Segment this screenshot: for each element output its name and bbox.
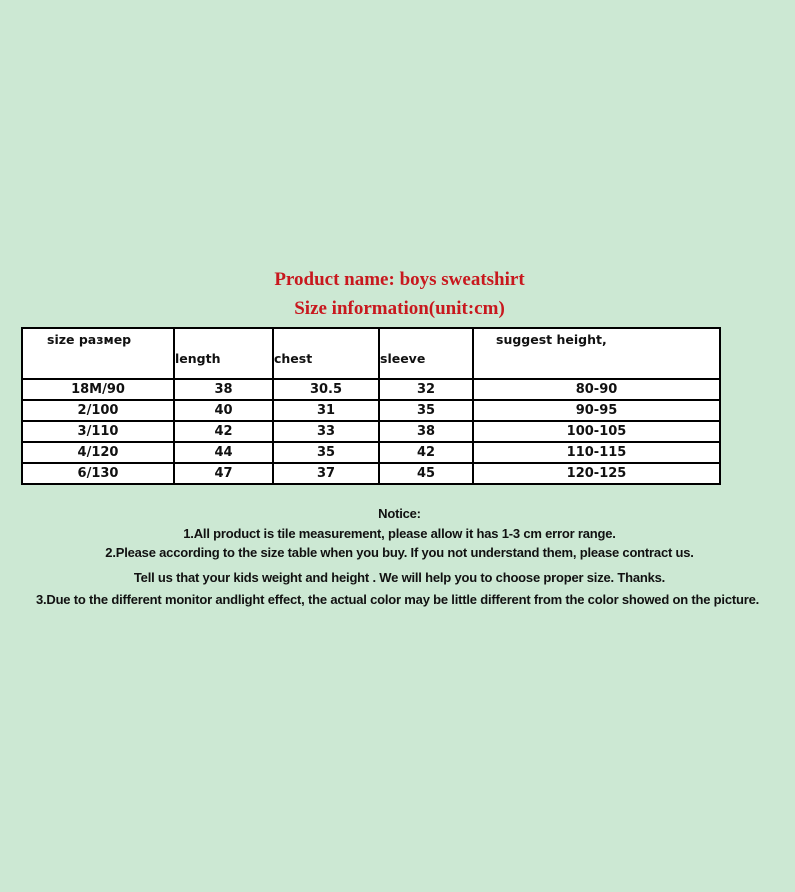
column-header-sleeve: sleeve bbox=[379, 328, 473, 379]
cell-suggest-height: 100-105 bbox=[473, 421, 720, 442]
cell-suggest-height: 110-115 bbox=[473, 442, 720, 463]
cell-suggest-height: 90-95 bbox=[473, 400, 720, 421]
column-header-length: length bbox=[174, 328, 273, 379]
cell-length: 47 bbox=[174, 463, 273, 484]
product-name-title: Product name: boys sweatshirt bbox=[274, 269, 525, 290]
cell-size: 2/100 bbox=[22, 400, 174, 421]
cell-chest: 35 bbox=[273, 442, 379, 463]
cell-length: 42 bbox=[174, 421, 273, 442]
cell-size: 3/110 bbox=[22, 421, 174, 442]
cell-length: 38 bbox=[174, 379, 273, 400]
cell-sleeve: 38 bbox=[379, 421, 473, 442]
table-row bbox=[22, 442, 720, 463]
notice-line-2: 2.Please according to the size table when you buy. If you not understand them, please contract us. bbox=[105, 545, 694, 560]
notice-line-4: 3.Due to the different monitor andlight effect, the actual color may be little different from the color showed on the picture. bbox=[35, 592, 760, 607]
table-row bbox=[22, 421, 720, 442]
cell-sleeve: 35 bbox=[379, 400, 473, 421]
column-header-chest: chest bbox=[273, 328, 379, 379]
table-row bbox=[22, 400, 720, 421]
cell-chest: 31 bbox=[273, 400, 379, 421]
table-row bbox=[22, 379, 720, 400]
notice-heading: Notice: bbox=[378, 506, 421, 521]
cell-chest: 33 bbox=[273, 421, 379, 442]
size-table bbox=[21, 327, 721, 485]
cell-sleeve: 45 bbox=[379, 463, 473, 484]
cell-sleeve: 42 bbox=[379, 442, 473, 463]
notice-line-3: Tell us that your kids weight and height . We will help you to choose proper size. Thanks. bbox=[133, 570, 666, 585]
cell-chest: 37 bbox=[273, 463, 379, 484]
cell-sleeve: 32 bbox=[379, 379, 473, 400]
column-header-suggest-height: suggest height, bbox=[473, 328, 720, 379]
table-row bbox=[22, 463, 720, 484]
size-information-title: Size information(unit:cm) bbox=[294, 298, 505, 319]
notice-line-1: 1.All product is tile measurement, please allow it has 1-3 cm error range. bbox=[183, 526, 616, 541]
cell-suggest-height: 80-90 bbox=[473, 379, 720, 400]
cell-chest: 30.5 bbox=[273, 379, 379, 400]
cell-length: 44 bbox=[174, 442, 273, 463]
cell-size: 4/120 bbox=[22, 442, 174, 463]
cell-size: 6/130 bbox=[22, 463, 174, 484]
table-header-row bbox=[22, 328, 720, 379]
cell-length: 40 bbox=[174, 400, 273, 421]
cell-size: 18M/90 bbox=[22, 379, 174, 400]
column-header-size: size размер bbox=[22, 328, 174, 379]
cell-suggest-height: 120-125 bbox=[473, 463, 720, 484]
